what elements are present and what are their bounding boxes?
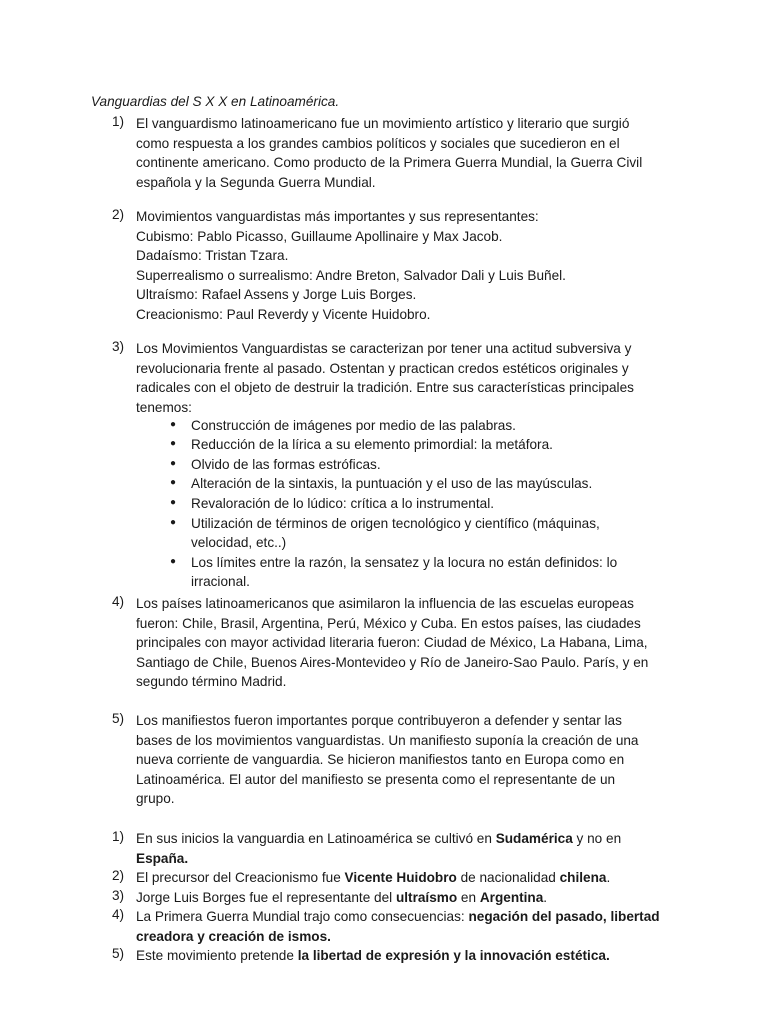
answer-segment: de nacionalidad: [456, 870, 560, 885]
text-line: [136, 868, 656, 888]
section-number: 1): [112, 114, 125, 129]
answer-segment: La Primera Guerra Mundial trajo como consecuencias:: [136, 909, 469, 924]
text-line: [136, 927, 656, 947]
text-line: Ultraísmo: Rafael Assens y Jorge Luis Borges.: [136, 287, 417, 303]
text-line: Latinoamérica. El autor del manifiesto se presenta como el representante de un: [136, 771, 616, 787]
bullet-dot-icon: ●: [170, 496, 177, 508]
text-line: Los límites entre la razón, la sensatez y la locura no están definidos: lo: [191, 554, 618, 570]
section-number: 5): [112, 711, 125, 726]
answer-text: [136, 868, 656, 888]
text-line: [136, 849, 656, 869]
text-line: velocidad, etc..): [191, 535, 287, 551]
text-line: Los países latinoamericanos que asimilaron la influencia de las escuelas europeas: [136, 596, 634, 611]
answer-text: [136, 907, 660, 946]
text-line: Los manifiestos fueron importantes porque contribuyeron a defender y sentar las: [136, 713, 622, 728]
text-line: Reducción de la lírica a su elemento primordial: la metáfora.: [191, 437, 553, 453]
bullet-dot-icon: ●: [170, 516, 177, 528]
section-number: 3): [112, 339, 125, 354]
answer-segment: .: [606, 870, 611, 885]
bullet-dot-icon: ●: [170, 457, 177, 469]
text-line: tenemos:: [136, 399, 192, 415]
section-text: [136, 339, 656, 417]
text-line: Movimientos vanguardistas más importantes y sus representantes:: [136, 209, 539, 224]
text-line: Olvido de las formas estróficas.: [191, 456, 381, 472]
bold-answer: Vicente Huidobro: [344, 870, 457, 885]
text-line: [136, 829, 656, 849]
text-line: Alteración de la sintaxis, la puntuación y el uso de las mayúsculas.: [191, 476, 593, 492]
text-line: [136, 907, 660, 927]
answer-segment: y no en: [572, 831, 622, 846]
answer-number: 5): [112, 946, 125, 961]
answer-segment: Este movimiento pretende: [136, 948, 298, 963]
answer-number: 4): [112, 907, 125, 922]
text-line: Superrealismo o surrealismo: Andre Breton, Salvador Dali y Luis Buñel.: [136, 267, 566, 283]
text-line: Los Movimientos Vanguardistas se caracterizan por tener una actitud subversiva y: [136, 341, 632, 356]
answer-number: 2): [112, 868, 125, 883]
text-line: revolucionaria frente al pasado. Ostentan y practican credos estéticos originales y: [136, 360, 629, 376]
bullet-text: [191, 455, 631, 475]
text-line: Revaloración de lo lúdico: crítica a lo instrumental.: [191, 495, 494, 511]
bullet-text: [191, 435, 631, 455]
text-line: El vanguardismo latinoamericano fue un movimiento artístico y literario que surgió: [136, 116, 630, 131]
text-line: irracional.: [191, 574, 250, 590]
bullet-text: [191, 553, 631, 592]
text-line: fueron: Chile, Brasil, Argentina, Perú, México y Cuba. En estos países, las ciudades: [136, 615, 641, 631]
answer-number: 3): [112, 888, 125, 903]
bold-answer: Sudamérica: [495, 831, 573, 846]
text-line: continente americano. Como producto de la Primera Guerra Mundial, la Guerra Civil: [136, 155, 643, 171]
document-title: Vanguardias del S X X en Latinoamérica.: [91, 94, 340, 109]
bullet-text: [191, 514, 631, 553]
bold-answer: negación del pasado, libertad: [468, 909, 660, 924]
section-number: 2): [112, 207, 125, 222]
answer-segment: .: [543, 890, 548, 905]
section-text: [136, 207, 656, 325]
bold-answer: ultraísmo: [395, 890, 458, 905]
text-line: [136, 946, 656, 966]
text-line: Santiago de Chile, Buenos Aires-Montevideo y Río de Janeiro-Sao Paulo. París, y en: [136, 654, 649, 670]
text-line: Creacionismo: Paul Reverdy y Vicente Huidobro.: [136, 306, 431, 322]
answer-segment: Jorge Luis Borges fue el representante del: [136, 890, 396, 905]
answer-text: [136, 829, 656, 868]
bold-answer: la libertad de expresión y la innovación estética.: [297, 948, 610, 963]
bold-answer: España.: [136, 850, 189, 866]
text-line: Construcción de imágenes por medio de las palabras.: [191, 417, 516, 433]
bold-answer: chilena: [559, 870, 607, 885]
bold-answer: creadora y creación de ismos.: [136, 928, 331, 944]
bullet-text: [191, 494, 631, 514]
text-line: grupo.: [136, 791, 175, 807]
text-line: Utilización de términos de origen tecnológico y científico (máquinas,: [191, 515, 600, 531]
answer-segment: En sus inicios la vanguardia en Latinoamérica se cultivó en: [136, 831, 496, 846]
bullet-dot-icon: ●: [170, 418, 177, 430]
text-line: bases de los movimientos vanguardistas. Un manifiesto suponía la creación de una: [136, 732, 639, 748]
text-line: Dadaísmo: Tristan Tzara.: [136, 248, 289, 264]
text-line: nueva corriente de vanguardia. Se hicieron manifiestos tanto en Europa como en: [136, 752, 625, 768]
section-number: 4): [112, 594, 125, 609]
bullet-text: [191, 416, 631, 436]
answer-segment: en: [457, 890, 480, 905]
answer-number: 1): [112, 829, 125, 844]
bullet-text: [191, 474, 631, 494]
text-line: radicales con el objeto de destruir la tradición. Entre sus características principales: [136, 380, 634, 396]
text-line: como respuesta a los grandes cambios políticos y sociales que sucedieron en el: [136, 135, 620, 151]
text-line: principales con mayor actividad literaria fueron: Ciudad de México, La Habana, Lima,: [136, 635, 648, 651]
text-line: española y la Segunda Guerra Mundial.: [136, 174, 376, 190]
text-line: [136, 888, 656, 908]
text-line: Cubismo: Pablo Picasso, Guillaume Apollinaire y Max Jacob.: [136, 228, 503, 244]
answer-text: [136, 946, 656, 966]
section-text: [136, 114, 656, 192]
bullet-dot-icon: ●: [170, 438, 177, 450]
section-text: [136, 594, 656, 692]
bullet-dot-icon: ●: [170, 477, 177, 489]
answer-text: [136, 888, 656, 908]
bullet-dot-icon: ●: [170, 555, 177, 567]
text-line: segundo término Madrid.: [136, 674, 287, 690]
bold-answer: Argentina: [479, 890, 544, 905]
answer-segment: El precursor del Creacionismo fue: [136, 870, 345, 885]
section-text: [136, 711, 656, 809]
